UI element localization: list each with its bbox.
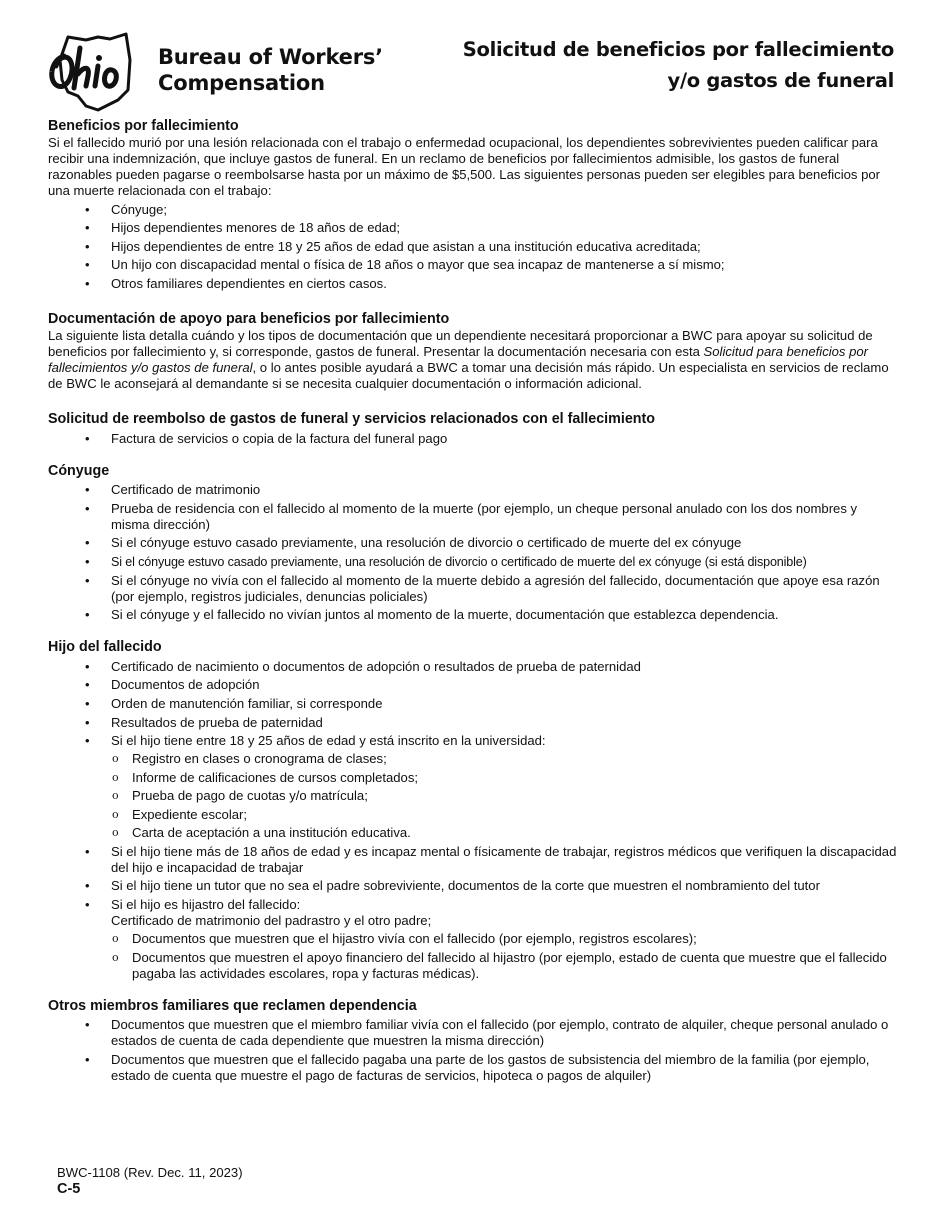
page-header xyxy=(0,0,950,118)
sub-list-item: o Documentos que muestren que el hijastro vivía con el fallecido (por ejemplo, registros escolares); xyxy=(111,931,898,947)
sub-list-item: o Prueba de pago de cuotas y/o matrícula; xyxy=(111,788,898,804)
list-item: • Documentos de adopción xyxy=(48,677,898,693)
child-docs-list xyxy=(48,659,898,982)
organization-name: Bureau of Workers’ Compensation xyxy=(158,45,383,95)
list-item: • Si el cónyuge y el fallecido no vivían juntos al momento de la muerte, documentación que establezca dependencia. xyxy=(48,607,898,623)
list-item: • Resultados de prueba de paternidad xyxy=(48,715,898,731)
list-item: • Hijos dependientes de entre 18 y 25 años de edad que asistan a una institución educativa acreditada; xyxy=(48,239,898,255)
section-heading: Cónyuge xyxy=(48,462,110,479)
section-paragraph: Si el fallecido murió por una lesión relacionada con el trabajo o enfermedad ocupacional, los dependientes sobrevivientes pueden calificar para recibir una indemnización, que incluye gastos de funeral. En un reclamo de beneficios por fallecimientos admisible, los gastos de funeral razonables pueden pagarse o reembolsarse hasta por un máximo de $5,500. Las siguientes personas pueden ser elegibles para beneficios por una muerte relacionada con el trabajo: xyxy=(48,135,880,198)
stepchild-subitems xyxy=(111,931,898,981)
document-body xyxy=(48,118,898,1084)
form-number: BWC-1108 (Rev. Dec. 11, 2023) xyxy=(57,1165,243,1180)
list-item: • Documentos que muestren que el fallecido pagaba una parte de los gastos de subsistencia del miembro de la familia (por ejemplo, estado de cuenta que muestre el pago de facturas de servicios, hipoteca o pagos de alquiler) xyxy=(48,1052,898,1084)
list-item: • Si el hijo tiene más de 18 años de edad y es incapaz mental o físicamente de trabajar, registros médicos que verifiquen la discapacidad del hijo e incapacidad de trabajar xyxy=(48,844,898,876)
section-paragraph: La siguiente lista detalla cuándo y los tipos de documentación que un dependiente necesitará proporcionar a BWC para apoyar su solicitud de beneficios por fallecimiento y, si corresponde, gastos de funeral. Presentar la documentación necesaria con esta Solicitud para beneficios por fallecimientos y/o gastos de funeral, o lo antes posible ayudará a BWC a tomar una decisión más rápido. Un especialista en servicios de reclamo de BWC le aconsejará al demandante si se necesita cualquier documentación o información adicional. xyxy=(48,327,889,391)
section-funeral-reimbursement xyxy=(48,411,898,447)
svg-text:Ohio: Ohio xyxy=(50,72,53,73)
section-death-benefits xyxy=(48,118,898,292)
section-other-family xyxy=(48,998,898,1084)
eligible-persons-list xyxy=(48,202,898,292)
sub-list-item: o Informe de calificaciones de cursos completados; xyxy=(111,770,898,786)
list-item: • Si el cónyuge no vivía con el fallecido al momento de la muerte debido a agresión del fallecido, documentación que apoye esa razón (por ejemplo, registros judiciales, denuncias policiales) xyxy=(48,573,898,605)
list-item: • Certificado de nacimiento o documentos de adopción o resultados de prueba de paternidad xyxy=(48,659,898,675)
list-item: • Si el hijo es hijastro del fallecido: Certificado de matrimonio del padrastro y el otro padre; o Documentos que muestren que el hijastro vivía con el fallecido (por ejemplo, registros escolares); o Documentos que muestren el apoyo financiero del fallecido al hijastro (por ejemplo, estado de cuenta que muestre que el fallecido pagaba las actividades escolares, ropa y facturas médicas). xyxy=(48,897,898,982)
sub-list-item: o Carta de aceptación a una institución educativa. xyxy=(111,825,898,841)
section-heading: Solicitud de reembolso de gastos de funeral y servicios relacionados con el fallecimiento xyxy=(48,410,656,427)
document-title: Solicitud de beneficios por fallecimiento y/o gastos de funeral xyxy=(462,38,894,92)
list-item: • Si el hijo tiene un tutor que no sea el padre sobreviviente, documentos de la corte que muestren el nombramiento del tutor xyxy=(48,878,898,894)
list-item: • Documentos que muestren que el miembro familiar vivía con el fallecido (por ejemplo, contrato de alquiler, cheque personal anulado o estados de cuenta de cada dependiente que muestren la misma dirección) xyxy=(48,1017,898,1049)
sub-list-item: o Documentos que muestren el apoyo financiero del fallecido al hijastro (por ejemplo, estado de cuenta que muestre que el fallecido pagaba las actividades escolares, ropa y facturas médicas). xyxy=(111,950,898,982)
university-subitems xyxy=(111,751,898,841)
section-documentation xyxy=(48,311,898,392)
form-title-reference: Solicitud para beneficios por fallecimientos y/o gastos de funeral xyxy=(48,343,869,375)
section-heading: Beneficios por fallecimiento xyxy=(48,118,239,134)
sub-list-item: o Expediente escolar; xyxy=(111,807,898,823)
section-heading: Otros miembros familiares que reclamen dependencia xyxy=(48,997,417,1014)
section-heading: Hijo del fallecido xyxy=(48,639,162,656)
list-item: • Si el hijo tiene entre 18 y 25 años de edad y está inscrito en la universidad: o Registro en clases o cronograma de clases; o Informe de calificaciones de cursos completados; o Prueba de pago de cuotas y/o matrícula; o Expediente escolar; o Carta de aceptación a una institución educativa. xyxy=(48,733,898,841)
list-item: • Certificado de matrimonio xyxy=(48,482,898,498)
list-item: • Hijos dependientes menores de 18 años de edad; xyxy=(48,220,898,236)
list-item: • Cónyuge; xyxy=(48,202,898,218)
list-item: • Si el cónyuge estuvo casado previamente, una resolución de divorcio o certificado de muerte del ex cónyuge (si está disponible) xyxy=(48,554,898,570)
page-footer xyxy=(57,1165,243,1197)
section-spouse xyxy=(48,463,898,624)
ohio-logo xyxy=(46,30,142,114)
list-item: • Otros familiares dependientes en ciertos casos. xyxy=(48,276,898,292)
sub-list-item: o Registro en clases o cronograma de clases; xyxy=(111,751,898,767)
list-item: • Orden de manutención familiar, si corresponde xyxy=(48,696,898,712)
list-item: • Si el cónyuge estuvo casado previamente, una resolución de divorcio o certificado de muerte del ex cónyuge xyxy=(48,535,898,551)
funeral-docs-list xyxy=(48,431,898,447)
section-child xyxy=(48,639,898,981)
form-code: C-5 xyxy=(57,1181,81,1197)
section-heading: Documentación de apoyo para beneficios por fallecimiento xyxy=(48,310,450,327)
list-item: • Factura de servicios o copia de la factura del funeral pago xyxy=(48,431,898,447)
stepchild-note: Certificado de matrimonio del padrastro y el otro padre; xyxy=(111,912,432,928)
other-family-docs-list xyxy=(48,1017,898,1084)
list-item: • Un hijo con discapacidad mental o física de 18 años o mayor que sea incapaz de mantenerse a sí mismo; xyxy=(48,257,898,273)
spouse-docs-list xyxy=(48,482,898,623)
list-item: • Prueba de residencia con el fallecido al momento de la muerte (por ejemplo, un cheque personal anulado con los dos nombres y misma dirección) xyxy=(48,501,898,533)
